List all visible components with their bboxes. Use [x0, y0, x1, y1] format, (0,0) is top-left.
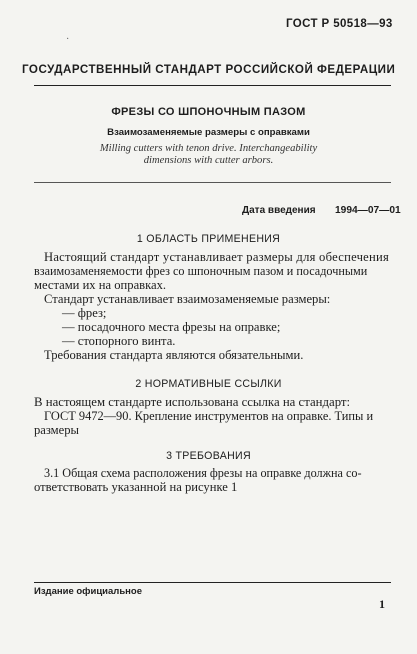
section-1-heading: 1 ОБЛАСТЬ ПРИМЕНЕНИЯ: [136, 233, 281, 245]
footer-rule: [34, 582, 391, 583]
section-3-heading: 3 ТРЕБОВАНИЯ: [166, 450, 251, 462]
document-title: ФРЕЗЫ СО ШПОНОЧНЫМ ПАЗОМ: [111, 106, 306, 118]
section-2-heading: 2 НОРМАТИВНЫЕ ССЫЛКИ: [135, 378, 282, 390]
section-3-paragraph-line-1: 3.1 Общая схема расположения фрезы на оправке должна со-: [44, 466, 362, 480]
list-item-seat: — посадочного места фрезы на оправке;: [62, 320, 281, 334]
banner-rule: [34, 85, 391, 86]
document-subtitle: Взаимозаменяемые размеры с оправками: [107, 127, 310, 138]
title-separator: [34, 182, 391, 183]
section-2-paragraph-1: В настоящем стандарте использована ссылка на стандарт:: [34, 395, 351, 409]
intro-date-label: Дата введения: [242, 205, 316, 216]
section-1-paragraph-line-1: Настоящий стандарт устанавливает размеры для обеспечения: [44, 250, 390, 264]
list-item-cutters: — фрез;: [62, 306, 107, 320]
section-1-paragraph-line-3: местами их на оправках.: [34, 278, 167, 292]
section-3-paragraph-line-2: ответствовать указанной на рисунке 1: [34, 480, 238, 494]
intro-date-value: 1994—07—01: [335, 205, 401, 216]
section-1-paragraph-line-2: взаимозаменяемости фрез со шпоночным пазом и посадочными: [34, 264, 368, 278]
section-2-reference-line-2: размеры: [34, 423, 80, 437]
section-2-reference-line-1: ГОСТ 9472—90. Крепление инструментов на оправке. Типы и: [44, 409, 374, 423]
section-1-paragraph-3: Требования стандарта являются обязательными.: [44, 348, 304, 362]
stray-mark: ·: [66, 34, 70, 45]
page-number: 1: [379, 597, 385, 611]
section-1-paragraph-2: Стандарт устанавливает взаимозаменяемые размеры:: [44, 292, 331, 306]
official-edition-label: Издание официальное: [34, 586, 142, 597]
list-item-screw: — стопорного винта.: [62, 334, 176, 348]
english-title-line-1: Milling cutters with tenon drive. Interchangeability: [99, 143, 318, 154]
document-code: ГОСТ Р 50518—93: [286, 18, 393, 30]
english-title-line-2: dimensions with cutter arbors.: [143, 155, 274, 166]
state-standard-banner: ГОСУДАРСТВЕННЫЙ СТАНДАРТ РОССИЙСКОЙ ФЕДЕРАЦИИ: [22, 63, 396, 76]
